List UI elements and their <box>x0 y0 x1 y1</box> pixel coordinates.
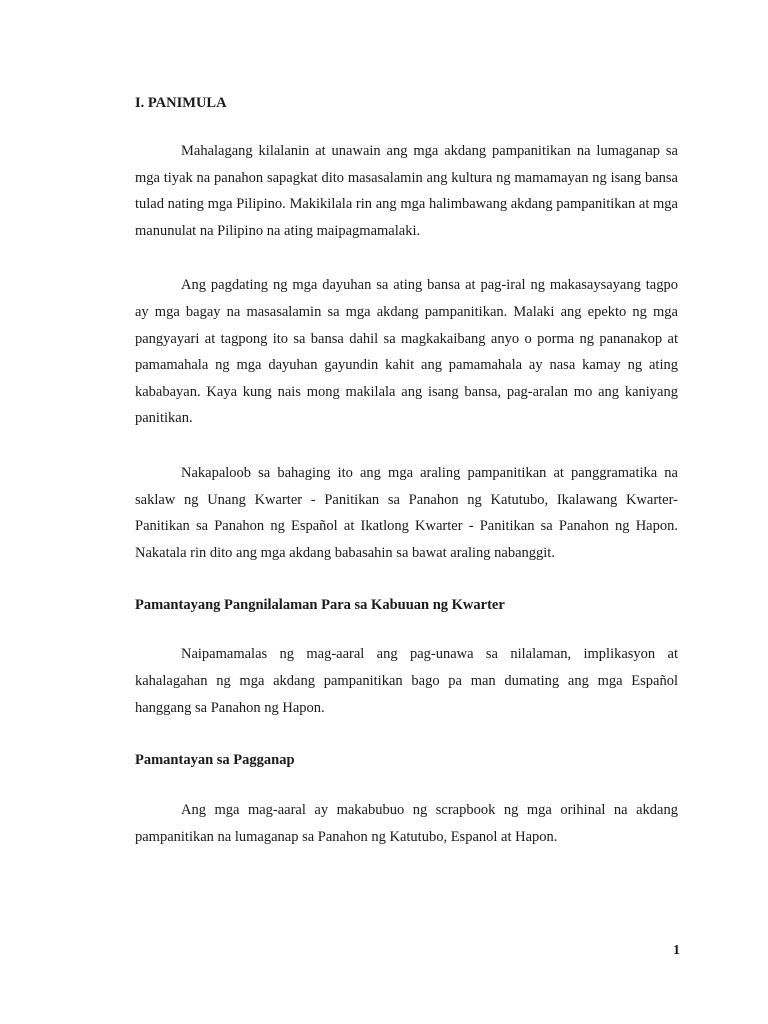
section-heading-content-standard: Pamantayang Pangnilalaman Para sa Kabuuan ng Kwarter <box>135 597 505 614</box>
section-heading-performance-standard: Pamantayan sa Pagganap <box>135 752 295 769</box>
paragraph-content-standard: Naipamamalas ng mag-aaral ang pag-unawa sa nilalaman, implikasyon at kahalagahan ng mga akdang pampanitikan bago pa man dumating ang mga Español hanggang sa Panahon ng Hapon. <box>135 646 678 716</box>
paragraph-performance-standard: Ang mga mag-aaral ay makabubuo ng scrapbook ng mga orihinal na akdang pampanitikan na lumaganap sa Panahon ng Katutubo, Espanol at Hapon. <box>135 802 678 845</box>
paragraph-coverage: Nakapaloob sa bahaging ito ang mga araling pampanitikan at panggramatika na saklaw ng Unang Kwarter - Panitikan sa Panahon ng Katutubo, Ikalawang Kwarter- Panitikan sa Panahon ng Español at Ikatlong Kwarter - Panitikan sa Panahon ng Hapon. Nakatala rin dito ang mga akdang babasahin sa bawat araling nabanggit. <box>135 464 678 561</box>
paragraph-history: Ang pagdating ng mga dayuhan sa ating bansa at pag-iral ng makasaysayang tagpo ay mga bagay na masasalamin sa mga akdang pampanitikan. Malaki ang epekto ng mga pangyayari at tagpong ito sa bansa dahil sa magkakaibang anyo o porma ng pananakop at pamamahala ng mga dayuhan gayundin kahit ang pamamahala ay nasa kamay ng ating kababayan. Kaya kung nais mong makilala ang isang bansa, pag-aralan mo ang kaniyang panitikan. <box>135 277 678 427</box>
paragraph-intro: Mahalagang kilalanin at unawain ang mga akdang pampanitikan na lumaganap sa mga tiyak na panahon sapagkat dito masasalamin ang kultura ng mamamayan ng isang bansa tulad nating mga Pilipino. Makikilala rin ang mga halimbawang akdang pampanitikan at mga manunulat na Pilipino na ating maipagmamalaki. <box>135 143 678 239</box>
page-number: 1 <box>673 943 680 958</box>
section-heading-panimula: I. PANIMULA <box>135 95 227 111</box>
document-page <box>135 93 678 850</box>
